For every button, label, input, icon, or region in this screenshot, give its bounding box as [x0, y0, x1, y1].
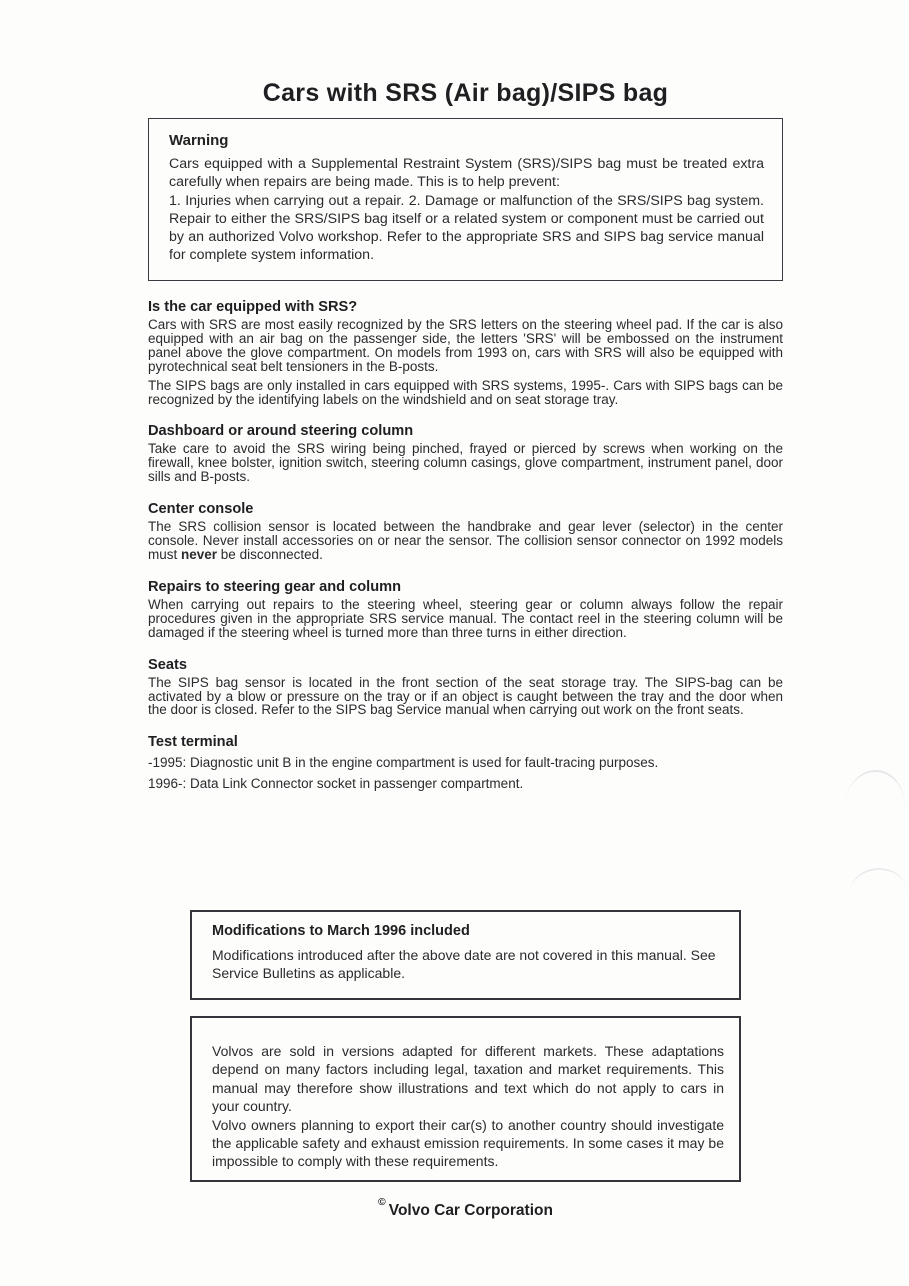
market-adaptations-box — [190, 1016, 741, 1182]
main-content — [148, 292, 783, 793]
test-terminal-line-1995: -1995: Diagnostic unit B in the engine compartment is used for fault-tracing purposes. — [148, 755, 659, 771]
warning-paragraph-2: 1. Injuries when carrying out a repair. 2. Damage or malfunction of the SRS/SIPS bag system. Repair to either the SRS/SIPS bag itself or a related system or component must be carried out by an authorized Volvo workshop. Refer to the appropriate SRS and SIPS bag service manual for complete system information. — [169, 192, 764, 264]
section-heading-srs-equipped: Is the car equipped with SRS? — [148, 299, 358, 315]
market-paragraph-2: Volvo owners planning to export their car(s) to another country should investigate the applicable safety and exhaust emission requirements. In some cases it may be impossible to comply with these requirements. — [212, 1116, 724, 1170]
section-heading-seats: Seats — [148, 656, 187, 673]
copyright-footer — [148, 1196, 783, 1220]
modifications-heading: Modifications to March 1996 included — [212, 923, 470, 939]
section-paragraph: Cars with SRS are most easily recognized by the SRS letters on the steering wheel pad. If the car is also equipped with an air bag on the passenger side, the letters 'SRS' will be embossed on the instrument panel above the glove compartment. On models from 1993 on, cars with SRS will also be equipped with pyrotechnical seat belt tensioners in the B-posts. — [148, 317, 783, 374]
warning-box — [148, 118, 783, 281]
section-paragraph: The SIPS bags are only installed in cars equipped with SRS systems, 1995-. Cars with SIPS bags can be recognized by the identifying labels on the windshield and on seat storage tray. — [148, 377, 783, 407]
warning-heading: Warning — [169, 132, 229, 149]
page-title: Cars with SRS (Air bag)/SIPS bag — [262, 79, 669, 107]
section-paragraph: The SIPS bag sensor is located in the front section of the seat storage tray. The SIPS-bag can be activated by a blow or pressure on the tray or if an object is caught between the tray and the door when the door is closed. Refer to the SIPS bag Service manual when carrying out work on the front seats. — [148, 674, 783, 718]
scan-artifact-arc — [844, 767, 908, 819]
emphasized-word: never — [181, 546, 218, 562]
section-paragraph — [148, 520, 783, 562]
scan-artifact-arc — [849, 867, 906, 896]
modifications-body: Modifications introduced after the above date are not covered in this manual. See Service Bulletins as applicable. — [212, 947, 716, 982]
modifications-box — [190, 910, 741, 1000]
copyright-text: Volvo Car Corporation — [388, 1202, 553, 1220]
market-paragraph-1: Volvos are sold in versions adapted for different markets. These adaptations depend on many factors including legal, taxation and market requirements. This manual may therefore show illustrations and text which do not apply to cars in your country. — [212, 1043, 724, 1115]
section-heading-test-terminal: Test terminal — [148, 734, 238, 751]
paragraph-text: The SRS collision sensor is located between the handbrake and gear lever (selector) in the center console. Never install accessories on or near the sensor. The collision sensor connector on 1992 models must — [148, 519, 783, 562]
section-heading-dashboard: Dashboard or around steering column — [148, 423, 414, 440]
section-paragraph: Take care to avoid the SRS wiring being pinched, frayed or pierced by screws when working on the firewall, knee bolster, ignition switch, steering column casings, glove compartment, instrument panel, door sills and B-posts. — [148, 441, 783, 485]
warning-paragraph-1: Cars equipped with a Supplemental Restraint System (SRS)/SIPS bag must be treated extra carefully when repairs are being made. This is to help prevent: — [169, 156, 764, 191]
copyright-symbol: © — [378, 1196, 386, 1208]
section-paragraph: When carrying out repairs to the steering wheel, steering gear or column always follow the repair procedures given in the appropriate SRS service manual. The contact reel in the steering column will be damaged if the steering wheel is turned more than three turns in either direction. — [148, 596, 783, 640]
test-terminal-line-1996: 1996-: Data Link Connector socket in passenger compartment. — [148, 776, 524, 792]
section-heading-center-console: Center console — [148, 501, 254, 518]
paragraph-text: be disconnected. — [217, 546, 323, 562]
section-heading-steering-repairs: Repairs to steering gear and column — [148, 578, 402, 595]
